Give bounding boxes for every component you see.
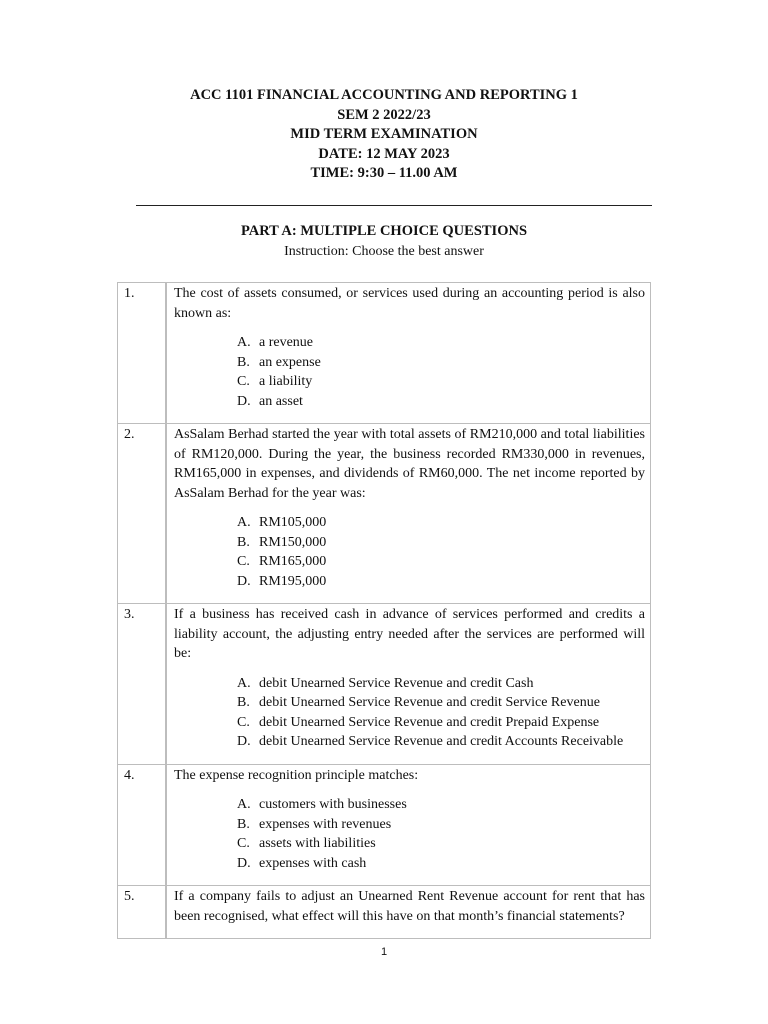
exam-title: MID TERM EXAMINATION xyxy=(290,126,478,142)
option-letter: C. xyxy=(237,554,250,569)
option-text: a liability xyxy=(259,374,313,389)
option-text: customers with businesses xyxy=(259,797,407,812)
option-letter: D. xyxy=(237,855,251,871)
question-text: If a business has received cash in advance of services performed and credits a liability account, the adjusting entry needed after the services are performed will be: xyxy=(174,607,645,661)
answer-option xyxy=(237,552,645,572)
option-text: a revenue xyxy=(259,335,314,350)
question-number: 2. xyxy=(124,427,135,442)
option-letter: D. xyxy=(237,393,251,409)
question-number-cell xyxy=(118,424,167,604)
questions-table xyxy=(117,282,651,939)
option-letter: D. xyxy=(237,734,251,749)
semester: SEM 2 2022/23 xyxy=(337,106,431,123)
option-text: RM165,000 xyxy=(259,554,327,569)
option-text: an asset xyxy=(259,393,303,409)
option-letter: A. xyxy=(237,335,251,350)
page-number: 1 xyxy=(380,946,388,958)
question-number-cell xyxy=(118,283,167,424)
question-number: 1. xyxy=(124,286,135,301)
exam-date: DATE: 12 MAY 2023 xyxy=(318,145,450,162)
answer-option xyxy=(237,392,645,412)
question-row xyxy=(118,604,651,765)
question-row xyxy=(118,283,651,424)
option-text: RM150,000 xyxy=(259,534,327,550)
option-text: expenses with revenues xyxy=(259,816,392,832)
answer-options xyxy=(174,513,645,591)
answer-option xyxy=(237,572,645,592)
question-body-cell xyxy=(166,283,651,424)
question-number-cell xyxy=(118,764,167,886)
question-number: 5. xyxy=(124,889,135,904)
question-number-cell xyxy=(118,886,167,939)
answer-options xyxy=(174,795,645,873)
answer-option xyxy=(237,795,645,815)
question-body-cell xyxy=(166,424,651,604)
question-text: If a company fails to adjust an Unearned Rent Revenue account for rent that has been recognised, what effect will this have on that month’s financial statements? xyxy=(174,889,645,924)
option-text: debit Unearned Service Revenue and credit Service Revenue xyxy=(259,695,600,710)
answer-option xyxy=(237,372,645,392)
exam-header xyxy=(0,86,768,184)
question-text: The cost of assets consumed, or services used during an accounting period is also known as: xyxy=(174,286,645,321)
option-text: RM195,000 xyxy=(259,573,327,589)
answer-option xyxy=(237,533,645,553)
option-letter: D. xyxy=(237,573,251,589)
option-letter: C. xyxy=(237,714,250,730)
option-text: assets with liabilities xyxy=(259,836,376,851)
answer-option xyxy=(237,854,645,874)
question-number-cell xyxy=(118,604,167,765)
option-letter: B. xyxy=(237,695,250,710)
part-instruction: Instruction: Choose the best answer xyxy=(284,244,484,259)
question-text: AsSalam Berhad started the year with total assets of RM210,000 and total liabilities of RM120,000. During the year, the business recorded RM330,000 in revenues, RM165,000 in expenses, and dividends of RM60,000. The net income reported by AsSalam Berhad for the year was: xyxy=(174,427,645,501)
option-text: debit Unearned Service Revenue and credit Cash xyxy=(259,675,534,691)
option-letter: C. xyxy=(237,836,250,851)
option-letter: C. xyxy=(237,374,250,389)
answer-options xyxy=(174,674,645,752)
question-number: 3. xyxy=(124,607,135,622)
answer-option xyxy=(237,732,645,752)
option-text: debit Unearned Service Revenue and credit Accounts Receivable xyxy=(259,734,624,749)
option-letter: B. xyxy=(237,534,250,550)
answer-option xyxy=(237,834,645,854)
option-text: expenses with cash xyxy=(259,855,367,871)
option-text: RM105,000 xyxy=(259,515,327,530)
option-letter: A. xyxy=(237,797,251,812)
option-text: debit Unearned Service Revenue and credit Prepaid Expense xyxy=(259,714,600,730)
answer-option xyxy=(237,333,645,353)
answer-option xyxy=(237,353,645,373)
answer-option xyxy=(237,815,645,835)
exam-time: TIME: 9:30 – 11.00 AM xyxy=(310,165,458,181)
option-letter: A. xyxy=(237,515,251,530)
option-letter: A. xyxy=(237,675,251,691)
answer-options xyxy=(174,333,645,411)
question-body-cell xyxy=(166,886,651,939)
answer-option xyxy=(237,513,645,533)
question-text: The expense recognition principle matches: xyxy=(174,767,419,783)
answer-option xyxy=(237,674,645,694)
option-letter: B. xyxy=(237,354,250,370)
question-number: 4. xyxy=(124,767,135,783)
part-title: PART A: MULTIPLE CHOICE QUESTIONS xyxy=(240,223,528,239)
question-row xyxy=(118,424,651,604)
header-divider xyxy=(136,205,652,206)
course-title: ACC 1101 FINANCIAL ACCOUNTING AND REPORTING 1 xyxy=(190,87,578,103)
option-letter: B. xyxy=(237,816,250,832)
answer-option xyxy=(237,693,645,713)
option-text: an expense xyxy=(259,354,321,370)
question-body-cell xyxy=(166,764,651,886)
question-row xyxy=(118,886,651,939)
question-body-cell xyxy=(166,604,651,765)
question-row xyxy=(118,764,651,886)
answer-option xyxy=(237,713,645,733)
